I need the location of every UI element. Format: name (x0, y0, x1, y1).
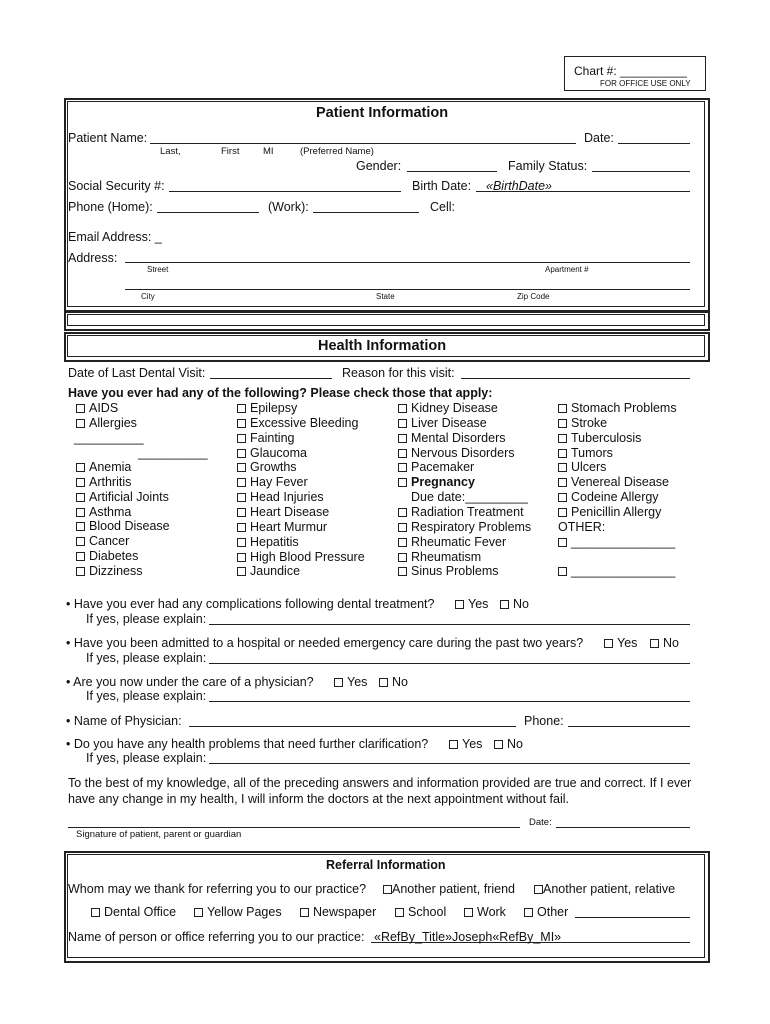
condition-arthritis[interactable] (76, 475, 131, 489)
condition-high-blood-pressure-label: High Blood Pressure (250, 549, 365, 564)
q2-no[interactable] (650, 636, 679, 650)
checkbox-icon (237, 493, 246, 502)
q1-no[interactable] (500, 597, 529, 611)
checkbox-icon (76, 522, 85, 531)
checkbox-icon (237, 553, 246, 562)
condition-anemia-label: Anemia (89, 460, 132, 474)
referral-opt-work[interactable] (464, 905, 506, 919)
checkbox-icon (558, 493, 567, 502)
checkbox-icon (398, 567, 407, 576)
checkbox-icon (558, 478, 567, 487)
phone-cell-label: Cell: (430, 200, 456, 214)
gender-field[interactable] (407, 171, 497, 172)
conditions-question: Have you ever had any of the following? Please check those that apply: (68, 386, 493, 400)
statement-text: To the best of my knowledge, all of the preceding answers and information provided are true and correct. If I ever have any change in my health, I will inform the doctors at the next appointment without fail. (68, 776, 692, 806)
referral-opt-school[interactable] (395, 905, 446, 919)
q3-no[interactable] (379, 675, 408, 689)
condition-hay-fever[interactable] (237, 475, 308, 489)
checkbox-icon (650, 639, 659, 648)
other-condition-2[interactable] (558, 564, 675, 578)
referral-opt-dental-office-label: Dental Office (104, 905, 177, 919)
condition-hepatitis[interactable] (237, 535, 299, 549)
condition-high-blood-pressure[interactable] (237, 550, 365, 564)
q1-explain-label: If yes, please explain: (86, 612, 207, 626)
condition-aids[interactable] (76, 401, 118, 415)
checkbox-icon (558, 567, 567, 576)
checkbox-icon (558, 508, 567, 517)
question-hospital: • Have you been admitted to a hospital or needed emergency care during the past two years? (66, 636, 584, 650)
condition-codeine-allergy[interactable] (558, 490, 659, 504)
condition-kidney-disease-label: Kidney Disease (411, 401, 498, 415)
due-date-field[interactable]: Due date:_________ (411, 490, 528, 504)
condition-penicillin-allergy-label: Penicillin Allergy (571, 504, 662, 519)
condition-respiratory-problems[interactable] (398, 520, 531, 534)
checkbox-icon (334, 678, 343, 687)
checkbox-icon (558, 538, 567, 547)
referral-opt-newspaper-label: Newspaper (313, 905, 377, 919)
condition-jaundice[interactable] (237, 564, 300, 578)
name-sub-last: Last, (160, 146, 181, 157)
condition-dizziness-label: Dizziness (89, 563, 143, 578)
name-sub-mi: MI (263, 146, 274, 157)
reason-label: Reason for this visit: (342, 366, 455, 380)
col1-blank-2[interactable]: __________ (138, 446, 208, 460)
q5-yes[interactable] (449, 737, 482, 751)
condition-ulcers-label: Ulcers (571, 460, 607, 475)
referral-opt-relative-label: Another patient, relative (543, 882, 676, 896)
question-complications: • Have you ever had any complications following dental treatment? (66, 597, 435, 611)
condition-tumors[interactable] (558, 446, 613, 460)
condition-rheumatism-label: Rheumatism (411, 549, 482, 564)
name-sub-first: First (221, 146, 240, 157)
patient-date-field[interactable] (618, 143, 690, 144)
condition-venereal-disease[interactable] (558, 475, 669, 489)
condition-epilepsy[interactable] (237, 401, 297, 415)
referral-opt-relative[interactable] (534, 882, 675, 896)
q3-explain-field[interactable] (209, 701, 690, 702)
q5-explain-field[interactable] (209, 763, 690, 764)
checkbox-icon (379, 678, 388, 687)
condition-aids-label: AIDS (89, 401, 119, 415)
checkbox-icon (300, 908, 309, 917)
condition-tuberculosis[interactable] (558, 431, 641, 445)
condition-heart-murmur[interactable] (237, 520, 327, 534)
condition-diabetes-label: Diabetes (89, 549, 139, 564)
referral-opt-other[interactable] (524, 905, 568, 919)
condition-pacemaker[interactable] (398, 460, 474, 474)
patient-name-label: Patient Name: (68, 131, 148, 145)
chart-number-label: Chart #: __________ (574, 64, 687, 78)
question-hospital-text: Have you been admitted to a hospital or needed emergency care during the past two years? (73, 636, 584, 650)
checkbox-icon (76, 493, 85, 502)
condition-nervous-disorders-label: Nervous Disorders (411, 445, 515, 460)
q5-yes-label: Yes (462, 737, 483, 751)
checkbox-icon (237, 463, 246, 472)
address-zip-caption: Zip Code (517, 292, 550, 301)
condition-penicillin-allergy[interactable] (558, 505, 661, 519)
q5-no-label: No (507, 737, 523, 751)
checkbox-icon (76, 567, 85, 576)
condition-head-injuries[interactable] (237, 490, 324, 504)
checkbox-icon (464, 908, 473, 917)
checkbox-icon (383, 885, 392, 894)
other-blank-2: _______________ (571, 564, 676, 578)
checkbox-icon (558, 419, 567, 428)
section-divider-inner (67, 314, 705, 326)
q3-yes-label: Yes (347, 675, 368, 689)
condition-diabetes[interactable] (76, 549, 138, 563)
referral-opt-yellow-pages[interactable] (194, 905, 282, 919)
q1-no-label: No (513, 597, 529, 611)
checkbox-icon (237, 523, 246, 532)
condition-stomach-problems[interactable] (558, 401, 677, 415)
checkbox-icon (395, 908, 404, 917)
office-use-note: FOR OFFICE USE ONLY (600, 79, 691, 88)
phone-home-field[interactable] (157, 212, 259, 213)
physician-name-field[interactable] (189, 726, 516, 727)
condition-respiratory-problems-label: Respiratory Problems (411, 519, 532, 534)
condition-epilepsy-label: Epilepsy (250, 401, 298, 415)
birth-date-label: Birth Date: (412, 179, 472, 193)
condition-mental-disorders[interactable] (398, 431, 505, 445)
checkbox-icon (76, 537, 85, 546)
checkbox-icon (449, 740, 458, 749)
physician-phone-label: Phone: (524, 714, 564, 728)
last-visit-field[interactable] (210, 378, 332, 379)
referral-opt-dental-office[interactable] (91, 905, 176, 919)
referral-opt-friend-label: Another patient, friend (392, 882, 515, 896)
checkbox-icon (398, 478, 407, 487)
birth-date-value: «BirthDate» (486, 179, 553, 193)
condition-heart-disease[interactable] (237, 505, 329, 519)
condition-pacemaker-label: Pacemaker (411, 460, 475, 475)
signature-date-label: Date: (529, 817, 552, 828)
referral-name-label: Name of person or office referring you to our practice: (68, 930, 365, 944)
address-street-field[interactable] (125, 262, 690, 263)
condition-rheumatism[interactable] (398, 550, 481, 564)
q2-explain-field[interactable] (209, 663, 690, 664)
phone-work-field[interactable] (313, 212, 419, 213)
q1-explain-field[interactable] (209, 624, 690, 625)
condition-stroke-label: Stroke (571, 415, 608, 430)
condition-glaucoma[interactable] (237, 446, 307, 460)
condition-artificial-joints[interactable] (76, 490, 169, 504)
condition-anemia[interactable] (76, 460, 131, 474)
question-complications-text: Have you ever had any complications following dental treatment? (73, 597, 435, 611)
gender-label: Gender: (356, 159, 402, 173)
condition-pregnancy[interactable] (398, 475, 475, 489)
address-label: Address: (68, 251, 118, 265)
q3-no-label: No (392, 675, 408, 689)
ssn-field[interactable] (169, 191, 401, 192)
other-condition-1[interactable] (558, 535, 675, 549)
checkbox-icon (500, 600, 509, 609)
condition-cancer-label: Cancer (89, 534, 130, 549)
condition-growths[interactable] (237, 460, 297, 474)
q5-no[interactable] (494, 737, 523, 751)
address-city-field[interactable] (125, 289, 690, 290)
checkbox-icon (604, 639, 613, 648)
condition-blood-disease[interactable] (76, 519, 170, 533)
condition-nervous-disorders[interactable] (398, 446, 515, 460)
condition-head-injuries-label: Head Injuries (250, 490, 324, 505)
q3-explain-label: If yes, please explain: (86, 689, 207, 703)
checkbox-icon (76, 508, 85, 517)
phone-home-label: Phone (Home): (68, 200, 153, 214)
condition-heart-disease-label: Heart Disease (250, 504, 330, 519)
referral-title: Referral Information (326, 858, 446, 872)
condition-venereal-disease-label: Venereal Disease (571, 475, 669, 490)
checkbox-icon (558, 449, 567, 458)
condition-tumors-label: Tumors (571, 445, 613, 460)
checkbox-icon (398, 434, 407, 443)
email-label: Email Address: _ (68, 230, 162, 244)
question-clarification-text: Do you have any health problems that need further clarification? (73, 737, 429, 751)
last-visit-label: Date of Last Dental Visit: (68, 366, 206, 380)
condition-sinus-problems[interactable] (398, 564, 499, 578)
family-status-field[interactable] (592, 171, 690, 172)
checkbox-icon (494, 740, 503, 749)
checkbox-icon (76, 478, 85, 487)
condition-artificial-joints-label: Artificial Joints (89, 489, 169, 504)
q3-yes[interactable] (334, 675, 367, 689)
condition-dizziness[interactable] (76, 564, 143, 578)
q1-yes-label: Yes (468, 597, 489, 611)
checkbox-icon (398, 404, 407, 413)
condition-arthritis-label: Arthritis (89, 474, 132, 489)
condition-asthma-label: Asthma (89, 504, 132, 519)
signature-date-field[interactable] (556, 827, 690, 828)
condition-asthma[interactable] (76, 505, 131, 519)
checkbox-icon (558, 404, 567, 413)
referral-opt-friend[interactable] (383, 882, 515, 896)
checkbox-icon (398, 523, 407, 532)
family-status-label: Family Status: (508, 159, 588, 173)
checkbox-icon (76, 463, 85, 472)
condition-heart-murmur-label: Heart Murmur (250, 519, 328, 534)
condition-sinus-problems-label: Sinus Problems (411, 564, 499, 579)
referral-opt-school-label: School (408, 905, 447, 919)
address-state-caption: State (376, 292, 395, 301)
referral-name-value: «RefBy_Title»Joseph«RefBy_MI» (374, 930, 562, 944)
name-sub-preferred: (Preferred Name) (300, 146, 374, 157)
question-physician: • Are you now under the care of a physician? (66, 675, 314, 689)
checkbox-icon (237, 567, 246, 576)
physician-phone-field[interactable] (568, 726, 690, 727)
patient-info-title: Patient Information (316, 105, 449, 121)
q2-no-label: No (663, 636, 679, 650)
checkbox-icon (558, 463, 567, 472)
condition-stroke[interactable] (558, 416, 607, 430)
checkbox-icon (398, 538, 407, 547)
referral-opt-newspaper[interactable] (300, 905, 376, 919)
q2-explain-label: If yes, please explain: (86, 651, 207, 665)
checkbox-icon (398, 419, 407, 428)
checkbox-icon (558, 434, 567, 443)
checkbox-icon (455, 600, 464, 609)
condition-hay-fever-label: Hay Fever (250, 475, 308, 490)
checkbox-icon (76, 552, 85, 561)
checkbox-icon (237, 404, 246, 413)
condition-allergies[interactable] (76, 416, 137, 430)
referral-opt-yellow-pages-label: Yellow Pages (207, 905, 282, 919)
question-clarification: • Do you have any health problems that need further clarification? (66, 737, 429, 751)
condition-growths-label: Growths (250, 460, 297, 475)
condition-fainting-label: Fainting (250, 430, 295, 445)
checkbox-icon (398, 508, 407, 517)
condition-pregnancy-label: Pregnancy (411, 475, 475, 489)
condition-cancer[interactable] (76, 534, 129, 548)
question-physician-text: Are you now under the care of a physician? (73, 675, 314, 689)
condition-kidney-disease[interactable] (398, 401, 498, 415)
patient-date-label: Date: (584, 131, 614, 145)
condition-codeine-allergy-label: Codeine Allergy (571, 490, 659, 505)
checkbox-icon (76, 419, 85, 428)
condition-mental-disorders-label: Mental Disorders (411, 430, 506, 445)
checkbox-icon (398, 463, 407, 472)
checkbox-icon (237, 434, 246, 443)
address-street-caption: Street (147, 265, 169, 274)
q2-yes[interactable] (604, 636, 637, 650)
other-blank-1: _______________ (571, 535, 676, 549)
referral-opt-other-label: Other (537, 905, 569, 919)
condition-rheumatic-fever-label: Rheumatic Fever (411, 534, 507, 549)
checkbox-icon (237, 419, 246, 428)
condition-tuberculosis-label: Tuberculosis (571, 430, 642, 445)
q5-explain-label: If yes, please explain: (86, 751, 207, 765)
condition-ulcers[interactable] (558, 460, 606, 474)
condition-stomach-problems-label: Stomach Problems (571, 401, 677, 415)
checkbox-icon (91, 908, 100, 917)
signature-field[interactable] (68, 827, 520, 828)
condition-radiation-treatment[interactable] (398, 505, 524, 519)
checkbox-icon (194, 908, 203, 917)
patient-name-field[interactable] (150, 143, 576, 144)
checkbox-icon (524, 908, 533, 917)
condition-jaundice-label: Jaundice (250, 564, 301, 579)
physician-name: • Name of Physician: (66, 714, 182, 728)
phone-work-label: (Work): (268, 200, 309, 214)
checkbox-icon (237, 508, 246, 517)
ssn-label: Social Security #: (68, 179, 165, 193)
condition-fainting[interactable] (237, 431, 294, 445)
condition-glaucoma-label: Glaucoma (250, 445, 307, 460)
checkbox-icon (534, 885, 543, 894)
checkbox-icon (398, 449, 407, 458)
condition-liver-disease[interactable] (398, 416, 487, 430)
referral-question: Whom may we thank for referring you to our practice? (68, 882, 367, 896)
checkbox-icon (76, 404, 85, 413)
checkbox-icon (398, 553, 407, 562)
checkbox-icon (237, 478, 246, 487)
reason-field[interactable] (461, 378, 690, 379)
checkbox-icon (237, 449, 246, 458)
q1-yes[interactable] (455, 597, 488, 611)
condition-radiation-treatment-label: Radiation Treatment (411, 505, 524, 519)
checkbox-icon (237, 538, 246, 547)
condition-hepatitis-label: Hepatitis (250, 534, 299, 549)
referral-opt-work-label: Work (477, 905, 506, 919)
other-label: OTHER: (558, 520, 606, 534)
physician-name-label: Name of Physician: (73, 714, 182, 728)
condition-rheumatic-fever[interactable] (398, 535, 506, 549)
q2-yes-label: Yes (617, 636, 638, 650)
col1-blank-1[interactable]: __________ (74, 431, 144, 445)
signature-caption: Signature of patient, parent or guardian (76, 829, 242, 840)
condition-allergies-label: Allergies (89, 415, 137, 430)
condition-excessive-bleeding[interactable] (237, 416, 358, 430)
condition-liver-disease-label: Liver Disease (411, 415, 487, 430)
address-apartment-caption: Apartment # (545, 265, 589, 274)
condition-blood-disease-label: Blood Disease (89, 519, 170, 534)
condition-excessive-bleeding-label: Excessive Bleeding (250, 415, 359, 430)
referral-other-field[interactable] (575, 917, 690, 918)
health-info-title: Health Information (318, 338, 447, 354)
address-city-caption: City (141, 292, 155, 301)
